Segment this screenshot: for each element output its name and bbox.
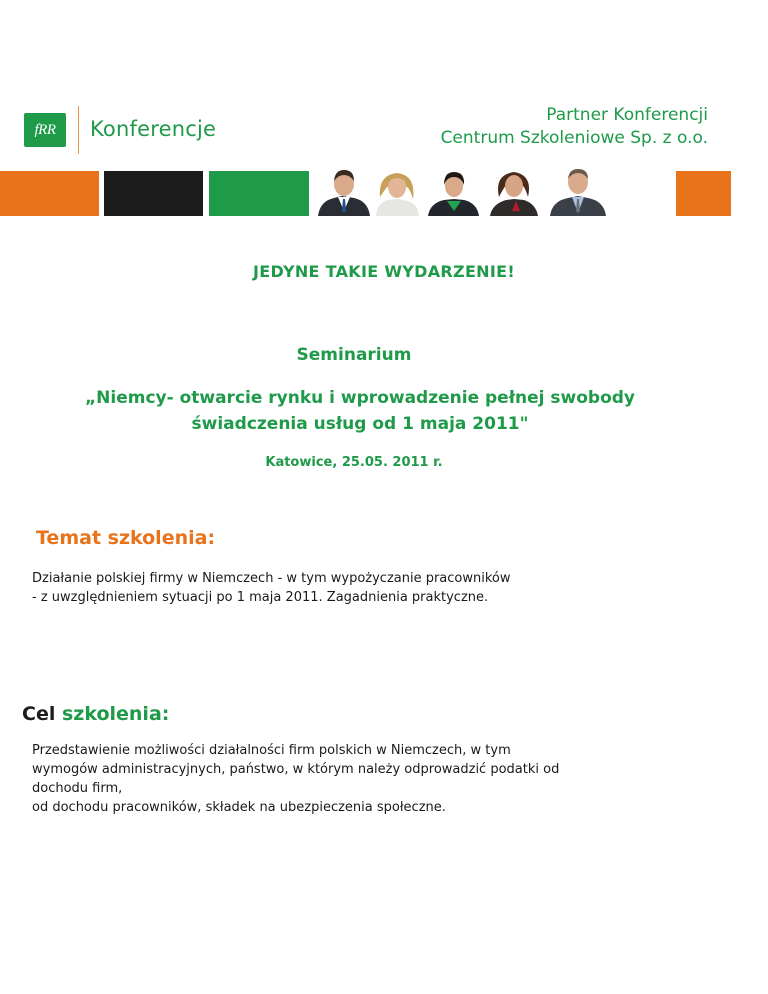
event-headline: JEDYNE TAKIE WYDARZENIE! <box>253 262 515 281</box>
person-1 <box>318 170 370 216</box>
partner-line-1: Partner Konferencji <box>546 105 708 125</box>
goal-line-3: dochodu firm, <box>32 781 123 796</box>
seminar-title-line-1: „Niemcy- otwarcie rynku i wprowadzenie pełnej swobody <box>84 388 636 408</box>
person-4 <box>490 172 538 216</box>
person-3 <box>428 172 479 216</box>
event-location-date: Katowice, 25.05. 2011 r. <box>265 455 443 470</box>
partner-info <box>441 104 708 150</box>
goal-heading <box>22 703 169 725</box>
person-5 <box>550 169 606 216</box>
partner-line-2: Centrum Szkoleniowe Sp. z o.o. <box>440 128 708 148</box>
band-green <box>209 171 309 216</box>
band-orange-right <box>676 171 731 216</box>
topic-heading: Temat szkolenia: <box>36 527 216 549</box>
seminar-label: Seminarium <box>296 345 412 365</box>
person-2 <box>376 173 419 216</box>
goal-heading-first-word: Cel <box>22 703 56 725</box>
seminar-title-line-2: świadczenia usług od 1 maja 2011" <box>191 414 529 434</box>
logo-divider <box>78 106 79 154</box>
band-orange-left <box>0 171 99 216</box>
frr-logo <box>24 113 66 147</box>
goal-description <box>32 741 682 817</box>
topic-description <box>32 569 652 607</box>
seminar-title <box>30 385 690 437</box>
frr-logo-text: fRR <box>34 121 56 138</box>
business-people-photo <box>314 167 672 216</box>
goal-line-1: Przedstawienie możliwości działalności firm polskich w Niemczech, w tym <box>32 743 511 758</box>
goal-line-4: od dochodu pracowników, składek na ubezpieczenia społeczne. <box>32 800 446 815</box>
topic-line-1: Działanie polskiej firmy w Niemczech - w tym wypożyczanie pracowników <box>32 571 511 586</box>
brand-name: Konferencje <box>90 117 217 141</box>
band-black <box>104 171 203 216</box>
goal-heading-rest: szkolenia: <box>55 703 170 725</box>
topic-line-2: - z uwzględnieniem sytuacji po 1 maja 2011. Zagadnienia praktyczne. <box>32 590 489 605</box>
goal-line-2: wymogów administracyjnych, państwo, w którym należy odprowadzić podatki od <box>32 762 560 777</box>
